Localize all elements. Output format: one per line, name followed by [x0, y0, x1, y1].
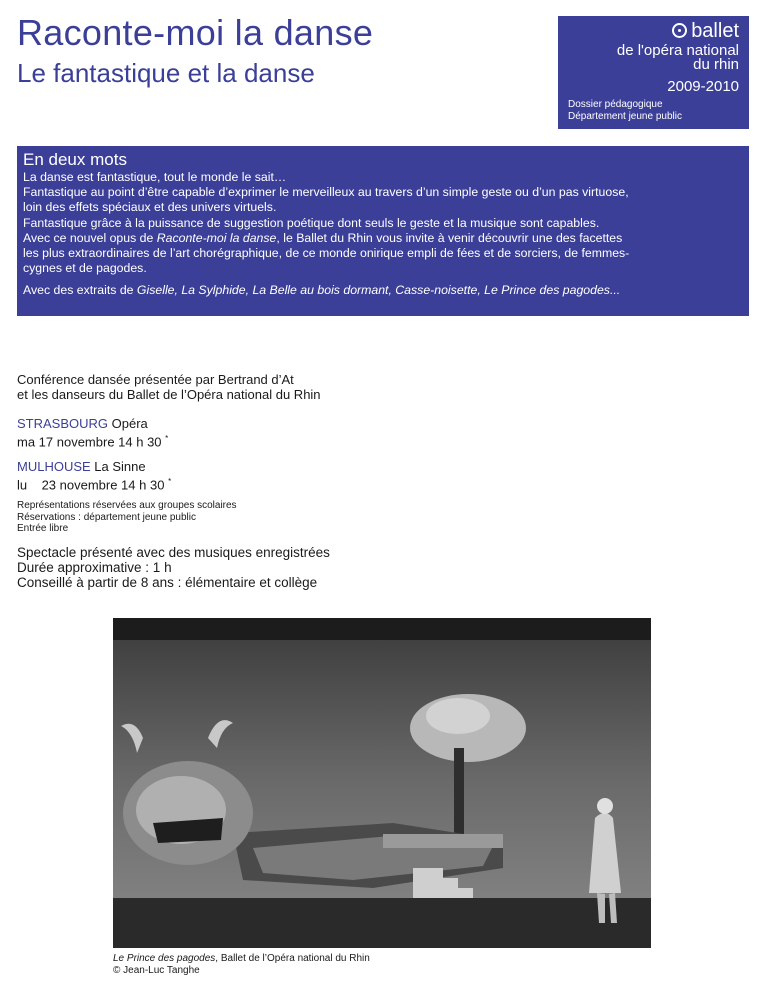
conference-credits: Conférence dansée présentée par Bertrand d’At et les danseurs du Ballet de l’Opéra national du Rhin [17, 372, 321, 402]
page-subtitle: Le fantastique et la danse [17, 58, 315, 88]
intro-extracts: Avec des extraits de Giselle, La Sylphide, La Belle au bois dormant, Casse-noisette, Le Prince des pagodes... [23, 283, 621, 298]
show-info: Spectacle présenté avec des musiques enregistrées Durée approximative : 1 h Conseillé à partir de 8 ans : élémentaire et collège [17, 545, 330, 590]
intro-heading: En deux mots [23, 150, 127, 169]
booking-info: Représentations réservées aux groupes scolaires Réservations : département jeune public Entrée libre [17, 500, 237, 534]
brand-block [558, 16, 749, 129]
photo-caption: Le Prince des pagodes, Ballet de l’Opéra national du Rhin © Jean-Luc Tanghe [113, 953, 370, 976]
venue-strasbourg: STRASBOURG Opéra ma 17 novembre 14 h 30 * [17, 416, 169, 450]
brand-line-3: du rhin [693, 56, 739, 73]
intro-box [17, 146, 749, 316]
venue-mulhouse: MULHOUSE La Sinne lu 23 novembre 14 h 30 * [17, 459, 172, 493]
logo-circle-icon [672, 23, 687, 38]
intro-text: La danse est fantastique, tout le monde le sait… Fantastique au point d’être capable d’exprimer le merveilleux au travers d’un simple geste ou d’un pas virtuose, loin des effets spéciaux et des univers virtuels. Fantastique grâce à la puissance de suggestion poétique dont seuls le geste et la musique sont capables. Avec ce nouvel opus de Raconte-moi la danse, le Ballet du Rhin vous invite à venir découvrir une des facettes les plus extraordinaires de l’art chorégraphique, de ce monde onirique empli de fées et de sorciers, de femmes- cygnes et de pagodes. [23, 170, 630, 276]
stage-photo [113, 618, 651, 948]
brand-logo: ballet [672, 20, 739, 43]
season-label: 2009-2010 [667, 78, 739, 95]
stage-photo-illustration [113, 618, 651, 948]
document-type: Dossier pédagogique Département jeune public [568, 99, 682, 122]
photo-credit: © Jean-Luc Tanghe [113, 965, 200, 976]
brand-line-2: de l'opéra national [616, 42, 739, 59]
page-title: Raconte-moi la danse [17, 12, 374, 53]
